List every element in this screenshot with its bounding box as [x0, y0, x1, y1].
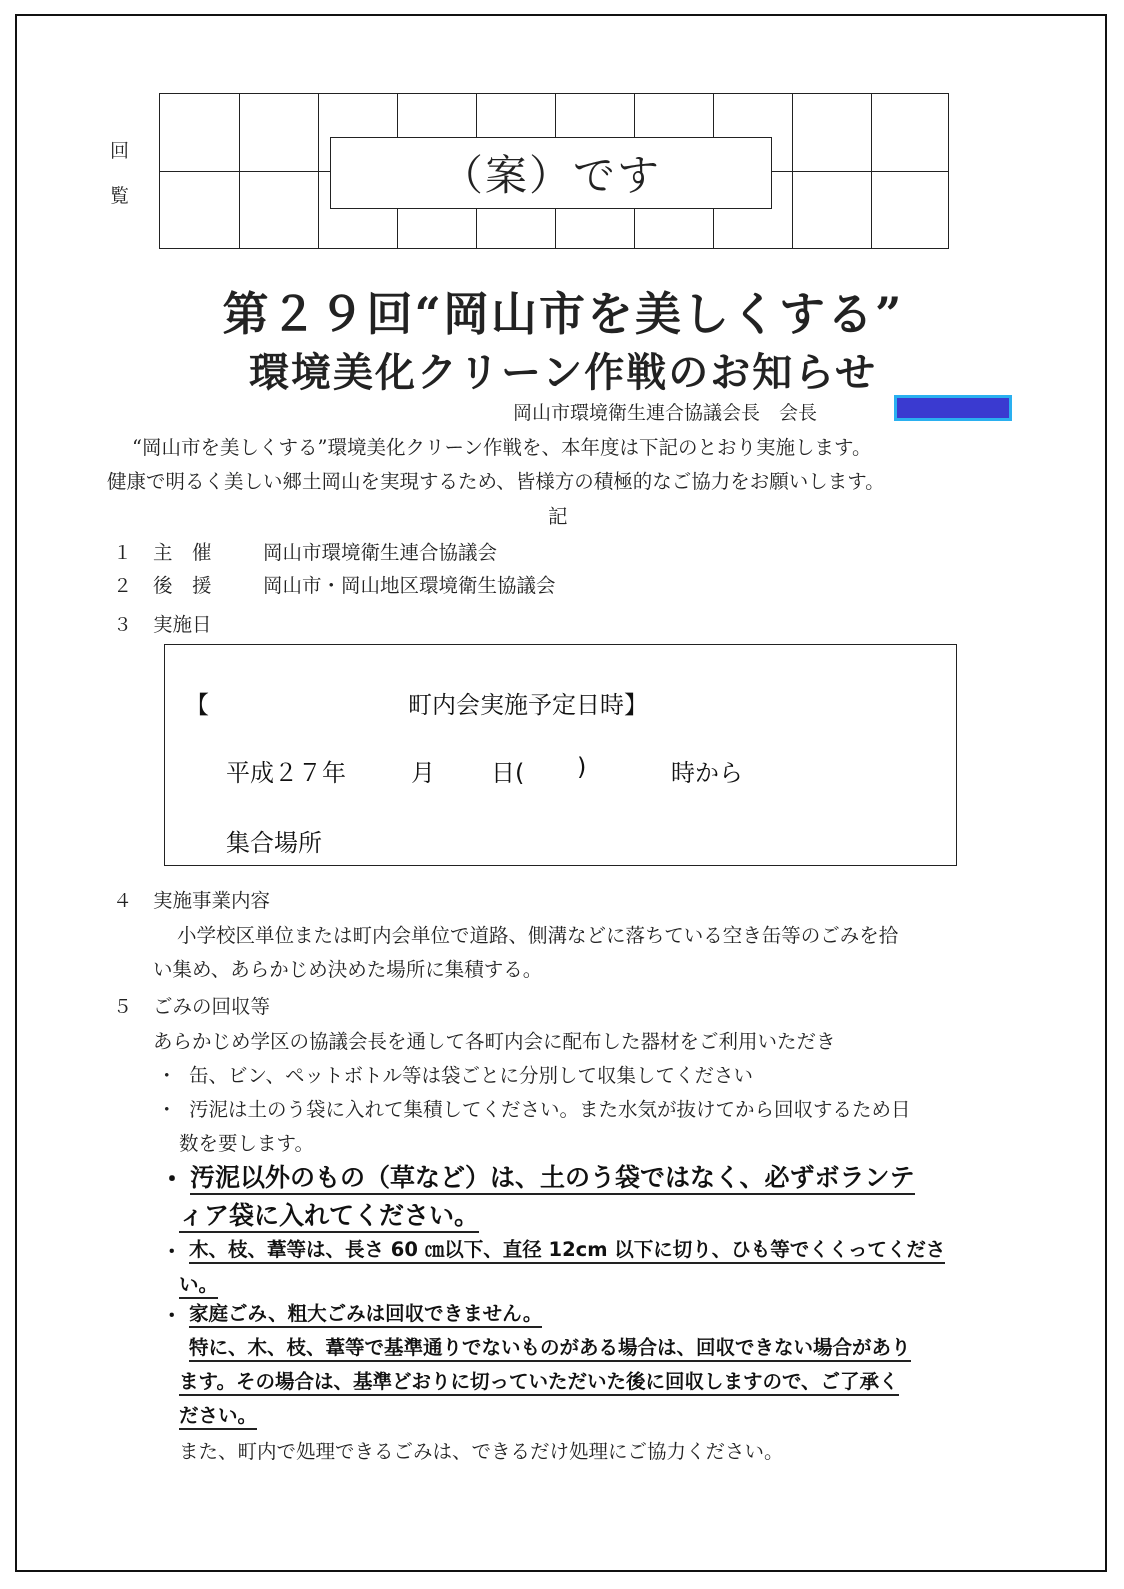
bullet-mark-5: ・ [162, 1304, 182, 1327]
item-5-intro: あらかじめ学区の協議会長を通して各町内会に配布した器材をご利用いただき [153, 1030, 836, 1053]
schedule-box [164, 644, 957, 866]
item-3-label: 実施日 [153, 613, 212, 636]
ki-heading: 記 [548, 505, 568, 528]
note-line-2: ます。その場合は、基準どおりに切っていただいた後に回収しますので、ご了承く [179, 1370, 899, 1396]
sender: 岡山市環境衛生連合協議会長 会長 [513, 402, 818, 424]
bullet-3-line-1: 汚泥以外のもの（草など）は、土のう袋ではなく、必ずボランテ [190, 1163, 915, 1195]
schedule-time: 時から [671, 759, 743, 787]
item-1-value: 岡山市環境衛生連合協議会 [263, 541, 498, 564]
item-4-text-line-1: 小学校区単位または町内会単位で道路、側溝などに落ちている空き缶等のごみを拾 [177, 924, 899, 947]
bullet-2-line-2: 数を要します。 [179, 1132, 314, 1155]
item-1-number: １ [113, 542, 133, 564]
item-5-label: ごみの回収等 [153, 995, 271, 1018]
note-line-3: ださい。 [179, 1404, 257, 1430]
item-2-label: 後 援 [153, 574, 212, 597]
schedule-year: 平成２７年 [226, 759, 346, 787]
bullet-2-line-1: 汚泥は土のう袋に入れて集積してください。また水気が抜けてから回収するため日 [189, 1098, 911, 1121]
schedule-heading: 町内会実施予定日時】 [408, 691, 648, 719]
item-4-text-line-2: い集め、あらかじめ決めた場所に集積する。 [153, 958, 543, 981]
schedule-bracket-open: 【 [185, 691, 209, 719]
circulation-label-bottom: 覧 [110, 185, 130, 207]
intro-line-1: “岡山市を美しくする”環境美化クリーン作戦を、本年度は下記のとおり実施します。 [132, 436, 872, 459]
bullet-4-line-2: い。 [179, 1273, 218, 1299]
redaction-box [894, 395, 1012, 421]
bullet-4-line-1: 木、枝、葦等は、長さ 60 ㎝以下、直径 12cm 以下に切り、ひも等でくくってくださ [189, 1238, 945, 1264]
bullet-mark-1: ・ [157, 1064, 177, 1087]
schedule-weekday-close: ) [577, 753, 587, 781]
bullet-5: 家庭ごみ、粗大ごみは回収できません。 [189, 1302, 542, 1328]
schedule-place-label: 集合場所 [226, 829, 322, 857]
item-2-number: ２ [113, 575, 133, 597]
item-5-number: ５ [113, 996, 133, 1018]
schedule-day: 日( [491, 759, 525, 787]
title-line-1: 第２９回“岡山市を美しくする” [222, 287, 904, 341]
item-2-value: 岡山市・岡山地区環境衛生協議会 [263, 574, 556, 597]
circulation-label-top: 回 [110, 140, 130, 162]
item-4-label: 実施事業内容 [153, 889, 271, 912]
bullet-mark-3: ・ [159, 1165, 186, 1195]
closing-line: また、町内で処理できるごみは、できるだけ処理にご協力ください。 [179, 1440, 784, 1463]
note-line-1: 特に、木、枝、葦等で基準通りでないものがある場合は、回収できない場合があり [189, 1336, 911, 1362]
item-1-label: 主 催 [153, 541, 212, 564]
bullet-mark-4: ・ [162, 1240, 182, 1263]
bullet-mark-2: ・ [157, 1098, 177, 1121]
item-3-number: ３ [113, 614, 133, 636]
item-4-number: ４ [113, 890, 133, 912]
schedule-month: 月 [411, 759, 435, 787]
title-line-2: 環境美化クリーン作戦のお知らせ [249, 349, 877, 396]
bullet-3-line-2: ィア袋に入れてください。 [179, 1201, 479, 1233]
draft-label: （案）です [330, 137, 772, 209]
document-page [15, 14, 1107, 1572]
bullet-1: 缶、ビン、ペットボトル等は袋ごとに分別して収集してください [189, 1064, 753, 1087]
intro-line-2: 健康で明るく美しい郷土岡山を実現するため、皆様方の積極的なご協力をお願いします。 [107, 470, 885, 493]
